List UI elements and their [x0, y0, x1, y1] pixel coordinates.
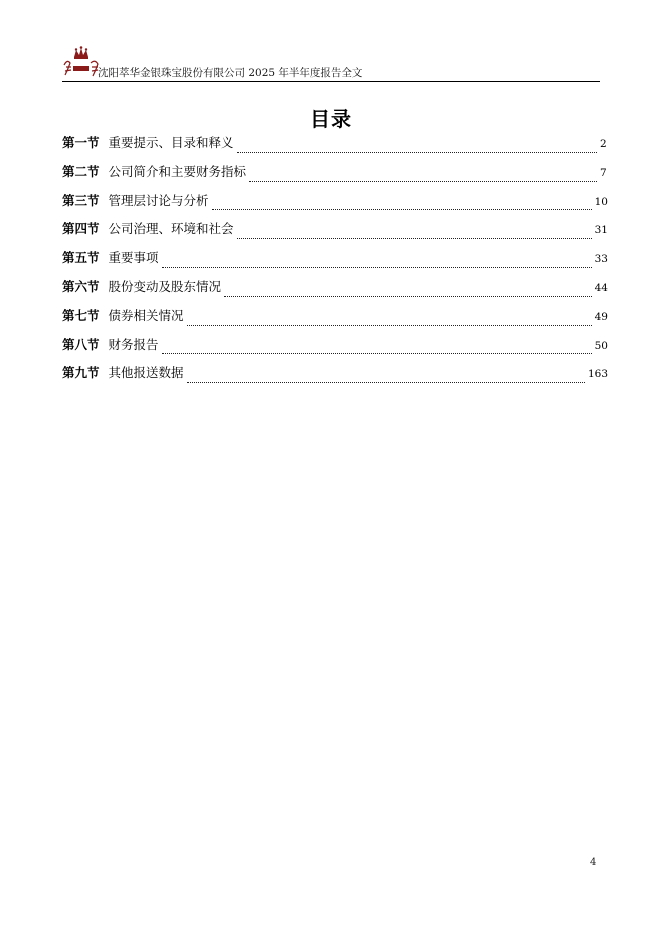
- toc-entry-section-6[interactable]: [62, 275, 608, 304]
- toc-section-label: 公司简介和主要财务指标: [108, 163, 247, 179]
- toc-section-number: 第四节: [62, 221, 100, 237]
- toc-section-label: 重要提示、目录和释义: [108, 135, 234, 150]
- footer-page-number: 4: [590, 857, 597, 868]
- toc-entry-section-4[interactable]: [62, 217, 608, 246]
- toc-dot-leader: [237, 152, 597, 153]
- toc-section-number: 第三节: [62, 192, 100, 208]
- toc-dot-leader: [187, 325, 592, 326]
- toc-dot-leader: [249, 181, 597, 182]
- toc-entry-section-5[interactable]: [62, 246, 608, 275]
- toc-page-number: 10: [594, 195, 608, 208]
- toc-section-number: 第二节: [62, 163, 100, 179]
- toc-dot-leader: [224, 296, 592, 297]
- table-of-contents: [62, 131, 608, 390]
- toc-page-number: 49: [594, 310, 608, 323]
- toc-section-label: 管理层讨论与分析: [108, 192, 209, 208]
- toc-entry-section-1[interactable]: [62, 131, 608, 160]
- toc-section-label: 重要事项: [108, 250, 159, 266]
- toc-section-number: 第一节: [62, 135, 100, 150]
- crown-logo-icon: [62, 45, 100, 79]
- toc-section-label: 财务报告: [108, 336, 159, 352]
- toc-title: 目录: [310, 107, 352, 131]
- report-header-title: 沈阳萃华金银珠宝股份有限公司 2025 年半年度报告全文: [98, 67, 363, 79]
- toc-dot-leader: [162, 267, 592, 268]
- toc-section-number: 第八节: [62, 336, 100, 352]
- toc-entry-section-8[interactable]: [62, 333, 608, 362]
- toc-page-number: 44: [594, 281, 608, 294]
- toc-entry-section-2[interactable]: [62, 160, 608, 189]
- toc-entry-section-7[interactable]: [62, 304, 608, 333]
- toc-page-number: 163: [587, 368, 608, 381]
- toc-page-number: 31: [594, 224, 608, 237]
- toc-section-label: 公司治理、环境和社会: [108, 221, 234, 237]
- toc-section-label: 债券相关情况: [108, 307, 184, 323]
- toc-page-number: 2: [600, 138, 607, 150]
- toc-entry-section-3[interactable]: [62, 189, 608, 218]
- toc-dot-leader: [162, 353, 592, 354]
- toc-section-number: 第七节: [62, 307, 100, 323]
- page-header: [62, 45, 600, 83]
- toc-section-number: 第九节: [62, 365, 100, 381]
- toc-entry-section-9[interactable]: [62, 361, 608, 390]
- toc-section-number: 第五节: [62, 250, 100, 266]
- header-divider: [62, 81, 600, 82]
- toc-dot-leader: [187, 382, 585, 383]
- toc-page-number: 33: [594, 253, 608, 266]
- toc-page-number: 7: [600, 166, 607, 179]
- toc-section-label: 股份变动及股东情况: [108, 278, 222, 294]
- toc-dot-leader: [212, 209, 592, 210]
- toc-page-number: 50: [594, 339, 608, 352]
- toc-section-number: 第六节: [62, 278, 100, 294]
- toc-section-label: 其他报送数据: [108, 365, 184, 381]
- toc-dot-leader: [237, 238, 592, 239]
